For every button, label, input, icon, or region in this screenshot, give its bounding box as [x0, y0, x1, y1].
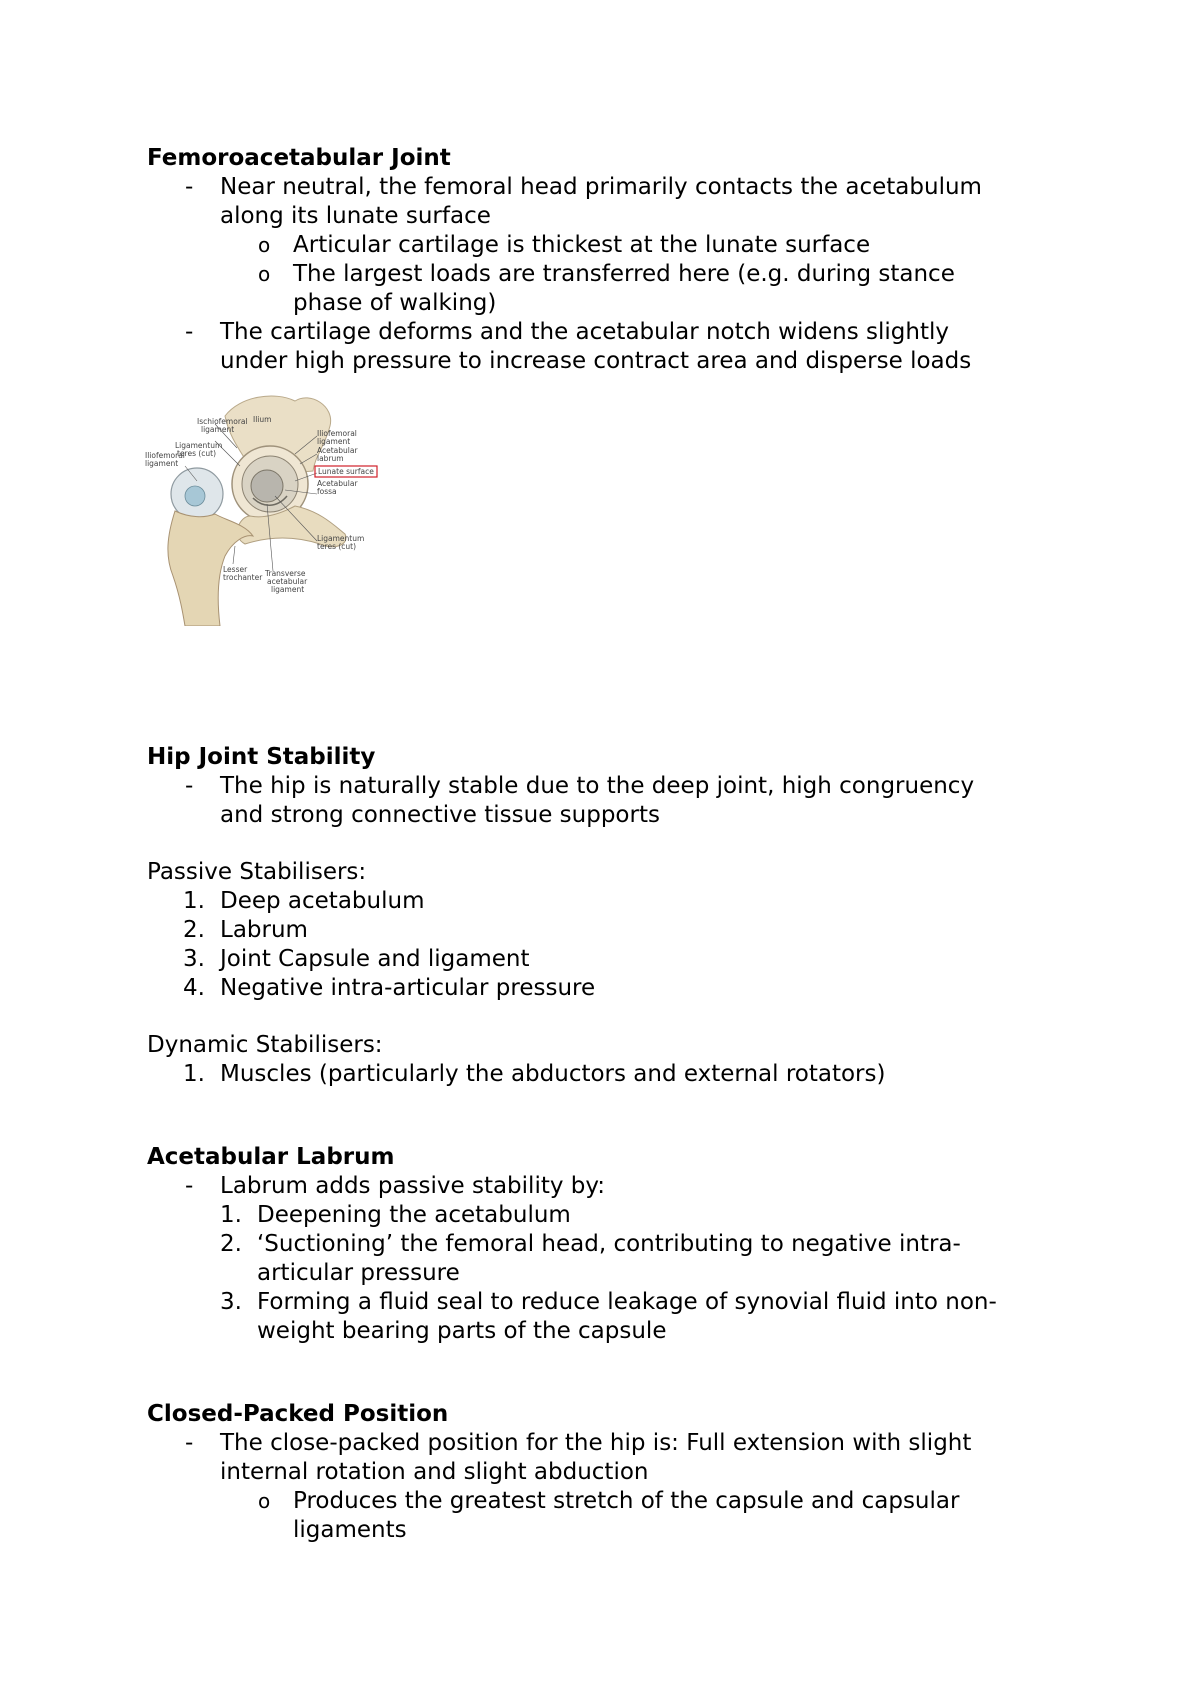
bullet-text: The hip is naturally stable due to the deep joint, high congruency [220, 773, 975, 799]
list-number: 3. [220, 1289, 242, 1315]
sub-bullet-text: Articular cartilage is thickest at the lunate surface [293, 232, 871, 258]
sub-bullet: o [258, 233, 271, 257]
passive-stabilisers-heading: Passive Stabilisers: [147, 859, 367, 885]
sub-bullet-text: ligaments [293, 1517, 407, 1543]
sub-bullet-text: phase of walking) [293, 290, 497, 316]
list-item: Negative intra-articular pressure [220, 975, 596, 1001]
bullet-text: internal rotation and slight abduction [220, 1459, 649, 1485]
label-ligamentum-teres-right-2: teres (cut) [317, 542, 357, 551]
label-acetabular-labrum: Acetabular [317, 446, 358, 455]
label-iliofemoral-right-2: ligament [317, 437, 351, 446]
section-title-acetabular-labrum: Acetabular Labrum [147, 1144, 395, 1170]
dash-bullet: - [185, 1173, 194, 1199]
list-item: Joint Capsule and ligament [220, 946, 530, 972]
sub-bullet-text: Produces the greatest stretch of the capsule and capsular [293, 1488, 960, 1514]
sub-bullet: o [258, 1489, 271, 1513]
list-item-continued: articular pressure [257, 1260, 460, 1286]
list-item: Labrum [220, 917, 308, 943]
list-number: 1. [220, 1202, 242, 1228]
bullet-text: Near neutral, the femoral head primarily contacts the acetabulum [220, 174, 982, 200]
label-lesser-trochanter: Lesser [223, 565, 248, 574]
label-iliofemoral-left-2: ligament [145, 459, 179, 468]
hip-joint-figure [145, 386, 385, 626]
label-ligamentum-teres-left-2: teres (cut) [177, 449, 217, 458]
label-acetabular-labrum-2: labrum [317, 454, 344, 463]
bullet-text: The cartilage deforms and the acetabular notch widens slightly [220, 319, 949, 345]
label-acetabular-fossa: Acetabular [317, 479, 358, 488]
bullet-text: under high pressure to increase contract area and disperse loads [220, 348, 972, 374]
dash-bullet: - [185, 174, 194, 200]
sub-bullet: o [258, 262, 271, 286]
list-item: Muscles (particularly the abductors and external rotators) [220, 1061, 886, 1087]
dash-bullet: - [185, 319, 194, 345]
label-acetabular-fossa-2: fossa [317, 487, 337, 496]
label-transverse: Transverse [265, 569, 306, 578]
label-iliofemoral-right: Iliofemoral [317, 429, 357, 438]
bullet-text: The close-packed position for the hip is: Full extension with slight [220, 1430, 972, 1456]
list-item: ‘Suctioning’ the femoral head, contributing to negative intra- [257, 1231, 961, 1257]
label-ilium: Ilium [253, 415, 272, 424]
list-number: 3. [183, 946, 205, 972]
sub-bullet-text: The largest loads are transferred here (e.g. during stance [293, 261, 955, 287]
label-ligamentum-teres-left: Ligamentum [175, 441, 223, 450]
bullet-text: along its lunate surface [220, 203, 491, 229]
label-ischiofemoral-2: ligament [201, 425, 235, 434]
section-title-hip-stability: Hip Joint Stability [147, 744, 376, 770]
dash-bullet: - [185, 1430, 194, 1456]
list-number: 2. [220, 1231, 242, 1257]
list-number: 1. [183, 888, 205, 914]
label-transverse-3: ligament [271, 585, 305, 594]
dash-bullet: - [185, 773, 194, 799]
list-item-continued: weight bearing parts of the capsule [257, 1318, 667, 1344]
section-title-femoroacetabular: Femoroacetabular Joint [147, 145, 451, 171]
label-lesser-trochanter-2: trochanter [223, 573, 263, 582]
label-ligamentum-teres-right: Ligamentum [317, 534, 365, 543]
list-number: 1. [183, 1061, 205, 1087]
label-lunate-surface: Lunate surface [318, 467, 374, 476]
label-ischiofemoral: Ischiofemoral [197, 417, 248, 426]
bullet-text: Labrum adds passive stability by: [220, 1173, 606, 1199]
list-item: Deep acetabulum [220, 888, 425, 914]
dynamic-stabilisers-heading: Dynamic Stabilisers: [147, 1032, 383, 1058]
list-item: Forming a fluid seal to reduce leakage of synovial fluid into non- [257, 1289, 997, 1315]
list-item: Deepening the acetabulum [257, 1202, 571, 1228]
list-number: 2. [183, 917, 205, 943]
label-iliofemoral-left: Iliofemoral [145, 451, 185, 460]
section-title-closed-packed: Closed-Packed Position [147, 1401, 449, 1427]
list-number: 4. [183, 975, 205, 1001]
bullet-text: and strong connective tissue supports [220, 802, 660, 828]
label-transverse-2: acetabular [267, 577, 308, 586]
